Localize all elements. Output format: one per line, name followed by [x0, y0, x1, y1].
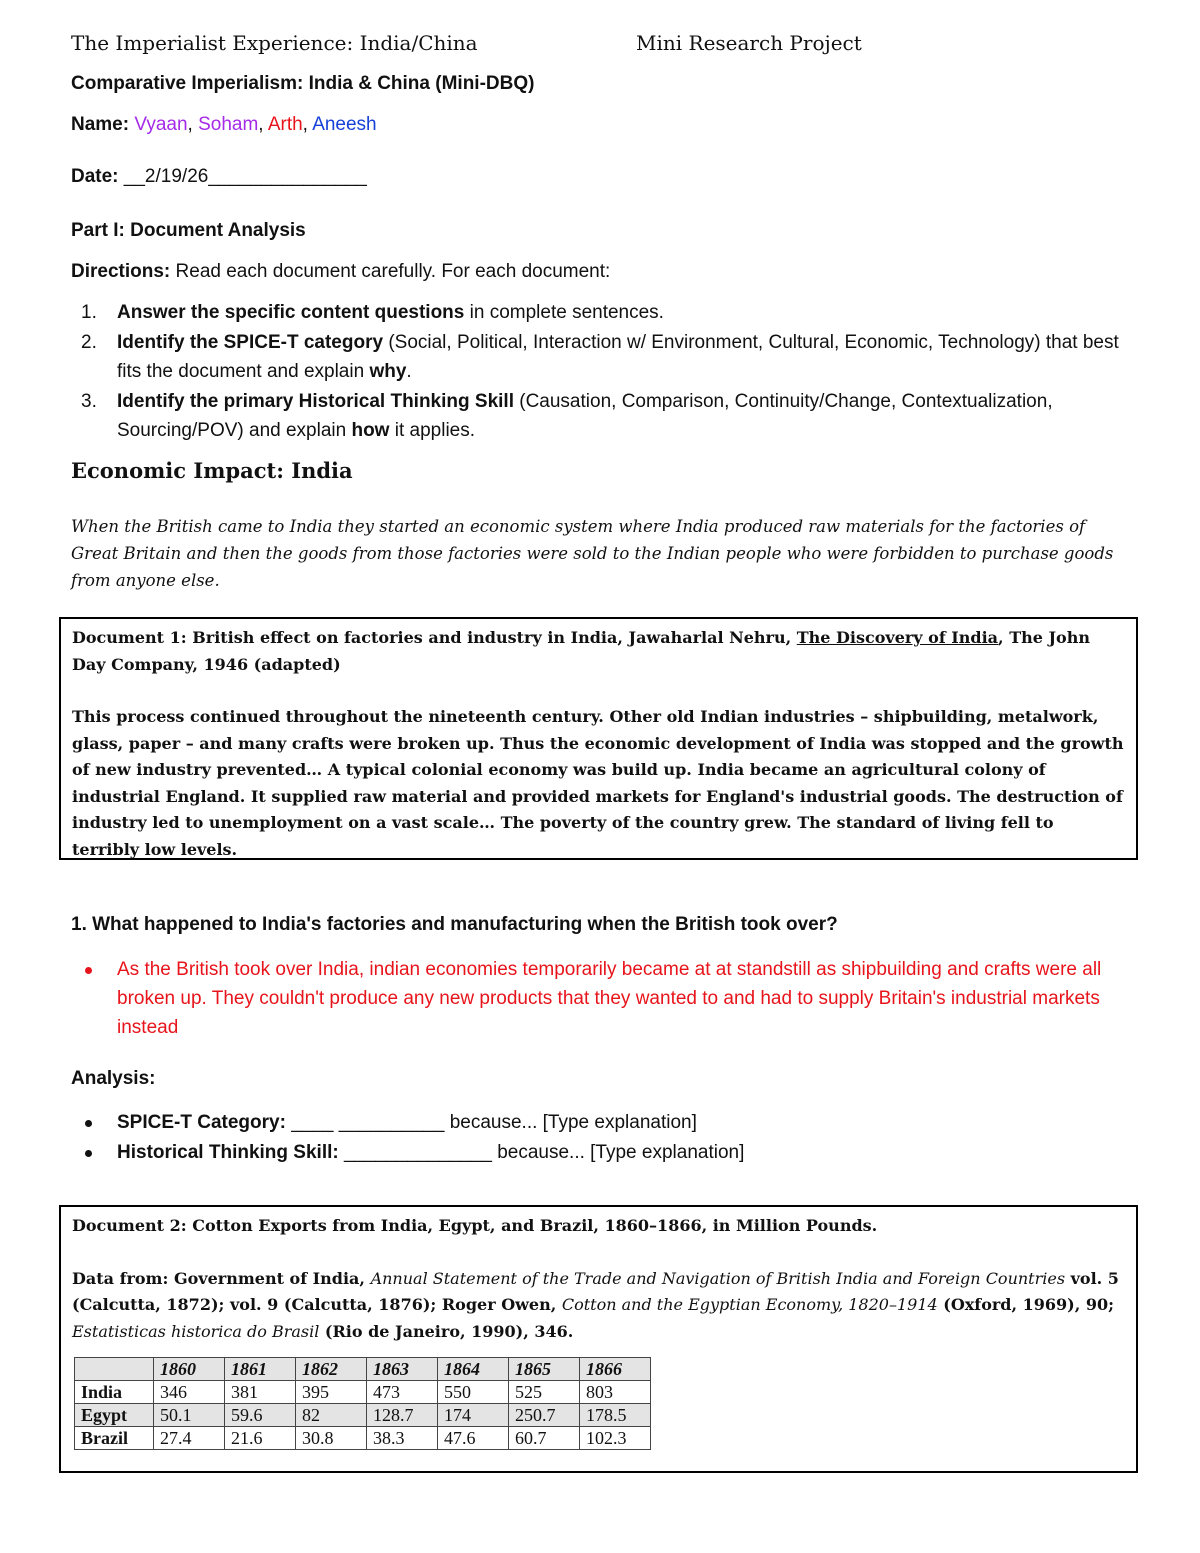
date-line	[71, 166, 367, 188]
answer-1[interactable]	[71, 955, 1131, 1042]
table-corner-cell	[75, 1358, 154, 1381]
date-label: Date:	[71, 166, 119, 187]
year-header: 1864	[438, 1358, 509, 1381]
year-header: 1866	[580, 1358, 651, 1381]
cotton-exports-table	[74, 1357, 651, 1450]
instruction-item	[71, 387, 1131, 446]
directions-label: Directions:	[71, 261, 171, 282]
value-cell: 525	[509, 1381, 580, 1404]
value-cell: 102.3	[580, 1427, 651, 1450]
part-title: Part I: Document Analysis	[71, 220, 306, 241]
table-row	[75, 1427, 651, 1450]
value-cell: 346	[154, 1381, 225, 1404]
value-cell: 550	[438, 1381, 509, 1404]
date-value: __2/19/26_______________	[123, 166, 367, 187]
analysis-title: Analysis:	[71, 1068, 156, 1089]
analysis-label: SPICE-T Category:	[117, 1112, 286, 1133]
value-cell: 381	[225, 1381, 296, 1404]
year-header: 1863	[367, 1358, 438, 1381]
year-header: 1860	[154, 1358, 225, 1381]
instruction-bold: Identify the primary Historical Thinking Skill	[117, 390, 514, 412]
answer-1-text[interactable]: As the British took over India, indian economies temporarily became at at standstill as shipbuilding and crafts were all broken up. They couldn't produce any new products that they wanted to and had to supply Britain's industrial markets instead	[117, 959, 1102, 1038]
worksheet-title: Comparative Imperialism: India & China (Mini-DBQ)	[71, 73, 535, 94]
value-cell: 473	[367, 1381, 438, 1404]
bullet-icon	[85, 1120, 92, 1127]
value-cell: 178.5	[580, 1404, 651, 1427]
value-cell: 50.1	[154, 1404, 225, 1427]
source-title-3: Estatisticas historica do Brasil	[72, 1321, 320, 1341]
instruction-bold: Identify the SPICE-T category	[117, 331, 384, 353]
analysis-explanation[interactable]: because... [Type explanation]	[444, 1112, 697, 1133]
country-cell: India	[75, 1381, 154, 1404]
document-2-heading: Document 2: Cotton Exports from India, Egypt, and Brazil, 1860–1866, in Million Pounds.	[72, 1216, 878, 1235]
instruction-text: (Causation, Comparison, Continuity/Change, Contextualization, Sourcing/POV) and explain	[117, 390, 1053, 441]
source-label: Data from: Government of India,	[72, 1268, 371, 1288]
directions	[71, 261, 610, 283]
year-header: 1862	[296, 1358, 367, 1381]
name-label: Name:	[71, 114, 130, 135]
document-1-box	[59, 617, 1138, 860]
intro-paragraph: When the British came to India they started an economic system where India produced raw materials for the factories of Great Britain and then the goods from those factories were sold to the Indian people who were forbidden to purchase goods from anyone else.	[71, 517, 1114, 590]
instruction-number: 1.	[81, 302, 97, 323]
value-cell: 59.6	[225, 1404, 296, 1427]
value-cell: 395	[296, 1381, 367, 1404]
student-name-4: Aneesh	[312, 114, 377, 135]
analysis-label: Historical Thinking Skill:	[117, 1142, 339, 1163]
document-1-publisher: , The John Day Company, 1946 (adapted)	[72, 628, 1090, 674]
year-header: 1861	[225, 1358, 296, 1381]
document-2-source	[72, 1266, 1125, 1346]
bullet-icon	[85, 1150, 92, 1157]
bullet-icon	[85, 967, 92, 974]
analysis-blank[interactable]: ______________	[338, 1142, 492, 1163]
instruction-emphasis: how	[351, 420, 390, 441]
document-1-book-title: The Discovery of India	[796, 628, 999, 647]
document-1-heading	[72, 625, 1125, 678]
analysis-list	[71, 1108, 1131, 1168]
directions-text: Read each document carefully. For each document:	[170, 261, 611, 282]
value-cell: 174	[438, 1404, 509, 1427]
value-cell: 60.7	[509, 1427, 580, 1450]
instruction-emphasis: why	[369, 361, 407, 382]
instruction-item	[71, 328, 1131, 387]
source-text-3: (Rio de Janeiro, 1990), 346.	[319, 1321, 574, 1341]
value-cell: 128.7	[367, 1404, 438, 1427]
table-header-row	[75, 1358, 651, 1381]
student-names: Vyaan, Soham, Arth, Aneesh	[134, 114, 377, 135]
instruction-text-end: it applies.	[389, 420, 476, 441]
instruction-bold: Answer the specific content questions	[117, 302, 465, 323]
analysis-item-spicet[interactable]	[71, 1108, 1131, 1138]
value-cell: 47.6	[438, 1427, 509, 1450]
year-header: 1865	[509, 1358, 580, 1381]
source-title-1: Annual Statement of the Trade and Navigation of British India and Foreign Countries	[370, 1268, 1066, 1288]
country-cell: Brazil	[75, 1427, 154, 1450]
country-cell: Egypt	[75, 1404, 154, 1427]
value-cell: 250.7	[509, 1404, 580, 1427]
instruction-item	[71, 298, 1131, 328]
section-title: Economic Impact: India	[71, 458, 353, 483]
value-cell: 27.4	[154, 1427, 225, 1450]
header-project-label: Mini Research Project	[636, 31, 862, 55]
table-row	[75, 1404, 651, 1427]
source-text-2: (Oxford, 1969), 90;	[937, 1295, 1115, 1314]
student-name-3: Arth	[267, 114, 303, 135]
value-cell: 21.6	[225, 1427, 296, 1450]
table-row	[75, 1381, 651, 1404]
source-title-2: Cotton and the Egyptian Economy, 1820–1914	[561, 1295, 938, 1314]
analysis-explanation[interactable]: because... [Type explanation]	[491, 1142, 745, 1163]
value-cell: 30.8	[296, 1427, 367, 1450]
question-1: 1. What happened to India's factories and manufacturing when the British took over?	[71, 914, 838, 935]
value-cell: 38.3	[367, 1427, 438, 1450]
instruction-number: 2.	[81, 331, 97, 353]
analysis-item-thinking-skill[interactable]	[71, 1138, 1131, 1168]
student-name-2: Soham	[198, 114, 259, 135]
document-1-body: This process continued throughout the nineteenth century. Other old Indian industries – shipbuilding, metalwork, glass, paper – and many crafts were broken up. Thus the economic development of India was stopped and the growth of new industry prevented… A typical colonial economy was build up. India became an agricultural colony of industrial England. It supplied raw material and provided markets for England's industrial goods. The destruction of industry led to unemployment on a vast scale… The poverty of the country grew. The standard of living fell to terribly low levels.	[72, 707, 1124, 859]
analysis-blank[interactable]: ____ __________	[285, 1112, 445, 1133]
instruction-text: (Social, Political, Interaction w/ Environment, Cultural, Economic, Technology) that best fits the document and explain	[117, 331, 1119, 382]
student-name-1: Vyaan	[134, 114, 188, 135]
name-line	[71, 114, 377, 136]
instruction-list	[71, 298, 1131, 446]
instruction-text: in complete sentences.	[464, 302, 664, 323]
value-cell: 82	[296, 1404, 367, 1427]
header-course-title: The Imperialist Experience: India/China	[71, 31, 478, 55]
instruction-text-end: .	[406, 361, 412, 382]
instruction-number: 3.	[81, 390, 97, 412]
document-1-heading-text: Document 1: British effect on factories and industry in India, Jawaharlal Nehru,	[72, 628, 797, 647]
value-cell: 803	[580, 1381, 651, 1404]
source-text-1: vol. 5 (Calcutta, 1872); vol. 9 (Calcutta, 1876); Roger Owen,	[72, 1268, 1119, 1314]
